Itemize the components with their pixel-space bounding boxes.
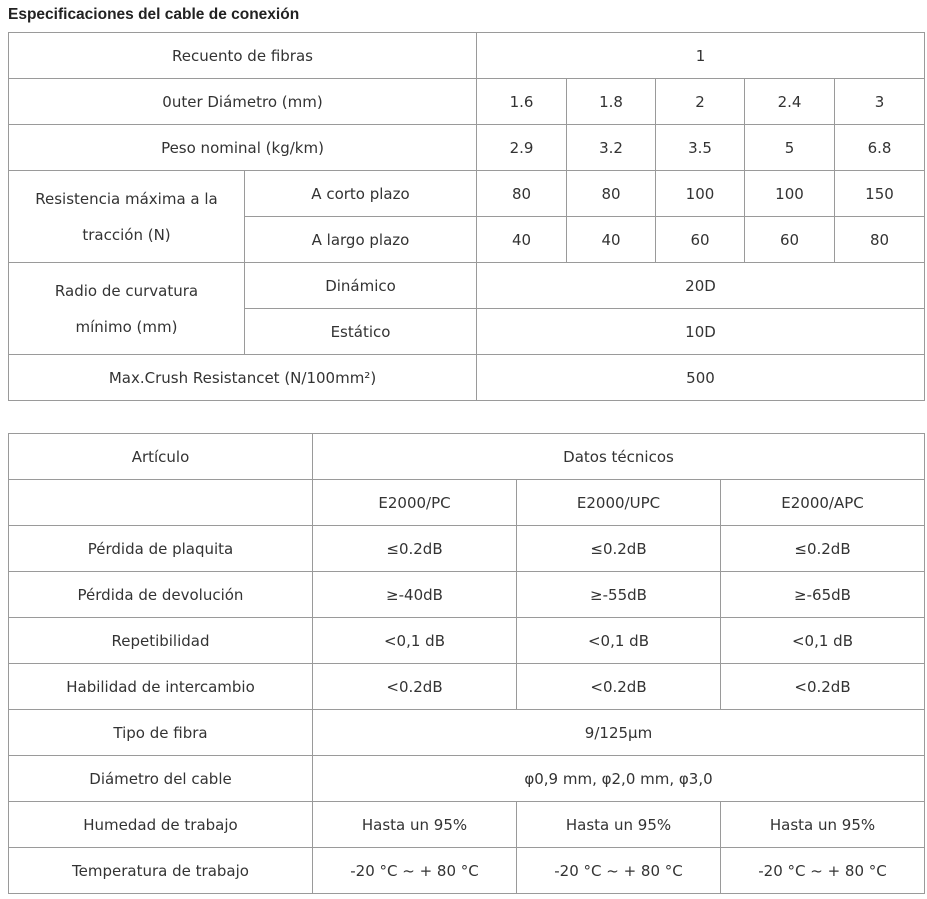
- table-row: [9, 480, 925, 526]
- table-cell: 100: [656, 171, 745, 217]
- table-row: [9, 434, 925, 480]
- data-header: Datos técnicos: [313, 434, 925, 480]
- table-cell: 80: [567, 171, 656, 217]
- table-row: [9, 526, 925, 572]
- table-cell: <0,1 dB: [313, 618, 517, 664]
- table-row: [9, 756, 925, 802]
- table-cell: 100: [745, 171, 835, 217]
- table-cell: 60: [656, 217, 745, 263]
- table-row: [9, 572, 925, 618]
- table-cell: 1.6: [477, 79, 567, 125]
- table-cell: 40: [567, 217, 656, 263]
- table-cell: <0.2dB: [721, 664, 925, 710]
- crush-resistance-label: Max.Crush Resistancet (N/100mm²): [9, 355, 477, 401]
- connector-type-header: E2000/UPC: [517, 480, 721, 526]
- table-cell: <0.2dB: [517, 664, 721, 710]
- table-row: [9, 618, 925, 664]
- table-cell: 60: [745, 217, 835, 263]
- table-cell: 40: [477, 217, 567, 263]
- fiber-count-label: Recuento de fibras: [9, 33, 477, 79]
- item-header: Artículo: [9, 434, 313, 480]
- table-cell: Hasta un 95%: [517, 802, 721, 848]
- table-row: [9, 710, 925, 756]
- table-cell: 3.5: [656, 125, 745, 171]
- connector-type-header: E2000/PC: [313, 480, 517, 526]
- crush-resistance-value: 500: [477, 355, 925, 401]
- table-row: [9, 848, 925, 894]
- table-row: [9, 802, 925, 848]
- table-cell: 2.9: [477, 125, 567, 171]
- technical-data-table: [8, 433, 925, 894]
- table-cell: 9/125μm: [313, 710, 925, 756]
- table-cell: 2.4: [745, 79, 835, 125]
- table-cell: Hasta un 95%: [721, 802, 925, 848]
- row-label: Diámetro del cable: [9, 756, 313, 802]
- row-label: Pérdida de devolución: [9, 572, 313, 618]
- page-title: Especificaciones del cable de conexión: [8, 6, 300, 23]
- table-cell: <0.2dB: [313, 664, 517, 710]
- table-cell: ≤0.2dB: [517, 526, 721, 572]
- nominal-weight-label: Peso nominal (kg/km): [9, 125, 477, 171]
- table-cell: Hasta un 95%: [313, 802, 517, 848]
- table-cell: 80: [835, 217, 925, 263]
- dynamic-value: 20D: [477, 263, 925, 309]
- table-cell: -20 °C ~ + 80 °C: [517, 848, 721, 894]
- table-cell: 6.8: [835, 125, 925, 171]
- table-row: [9, 125, 925, 171]
- table-row: [9, 664, 925, 710]
- outer-diameter-label: 0uter Diámetro (mm): [9, 79, 477, 125]
- table-cell: 3.2: [567, 125, 656, 171]
- table-cell: -20 °C ~ + 80 °C: [721, 848, 925, 894]
- table-row: [9, 33, 925, 79]
- table-row: [9, 263, 925, 309]
- table-cell: 2: [656, 79, 745, 125]
- row-label: Pérdida de plaquita: [9, 526, 313, 572]
- tensile-strength-label: Resistencia máxima a la tracción (N): [9, 171, 245, 263]
- long-term-label: A largo plazo: [245, 217, 477, 263]
- table-cell: ≤0.2dB: [721, 526, 925, 572]
- table-cell: ≥-40dB: [313, 572, 517, 618]
- table-cell: 150: [835, 171, 925, 217]
- table-row: [9, 79, 925, 125]
- row-label: Temperatura de trabajo: [9, 848, 313, 894]
- dynamic-label: Dinámico: [245, 263, 477, 309]
- table-cell: ≥-65dB: [721, 572, 925, 618]
- row-label: Tipo de fibra: [9, 710, 313, 756]
- short-term-label: A corto plazo: [245, 171, 477, 217]
- empty-cell: [9, 480, 313, 526]
- table-cell: <0,1 dB: [517, 618, 721, 664]
- table-cell: ≥-55dB: [517, 572, 721, 618]
- static-value: 10D: [477, 309, 925, 355]
- table-row: [9, 171, 925, 217]
- row-label: Habilidad de intercambio: [9, 664, 313, 710]
- table-row: [9, 355, 925, 401]
- table-cell: -20 °C ~ + 80 °C: [313, 848, 517, 894]
- fiber-count-value: 1: [477, 33, 925, 79]
- row-label: Repetibilidad: [9, 618, 313, 664]
- cable-specs-table: [8, 32, 925, 401]
- table-cell: ≤0.2dB: [313, 526, 517, 572]
- table-cell: φ0,9 mm, φ2,0 mm, φ3,0: [313, 756, 925, 802]
- bend-radius-label: Radio de curvatura mínimo (mm): [9, 263, 245, 355]
- table-cell: <0,1 dB: [721, 618, 925, 664]
- table-cell: 3: [835, 79, 925, 125]
- connector-type-header: E2000/APC: [721, 480, 925, 526]
- static-label: Estático: [245, 309, 477, 355]
- table-cell: 5: [745, 125, 835, 171]
- row-label: Humedad de trabajo: [9, 802, 313, 848]
- table-cell: 80: [477, 171, 567, 217]
- table-cell: 1.8: [567, 79, 656, 125]
